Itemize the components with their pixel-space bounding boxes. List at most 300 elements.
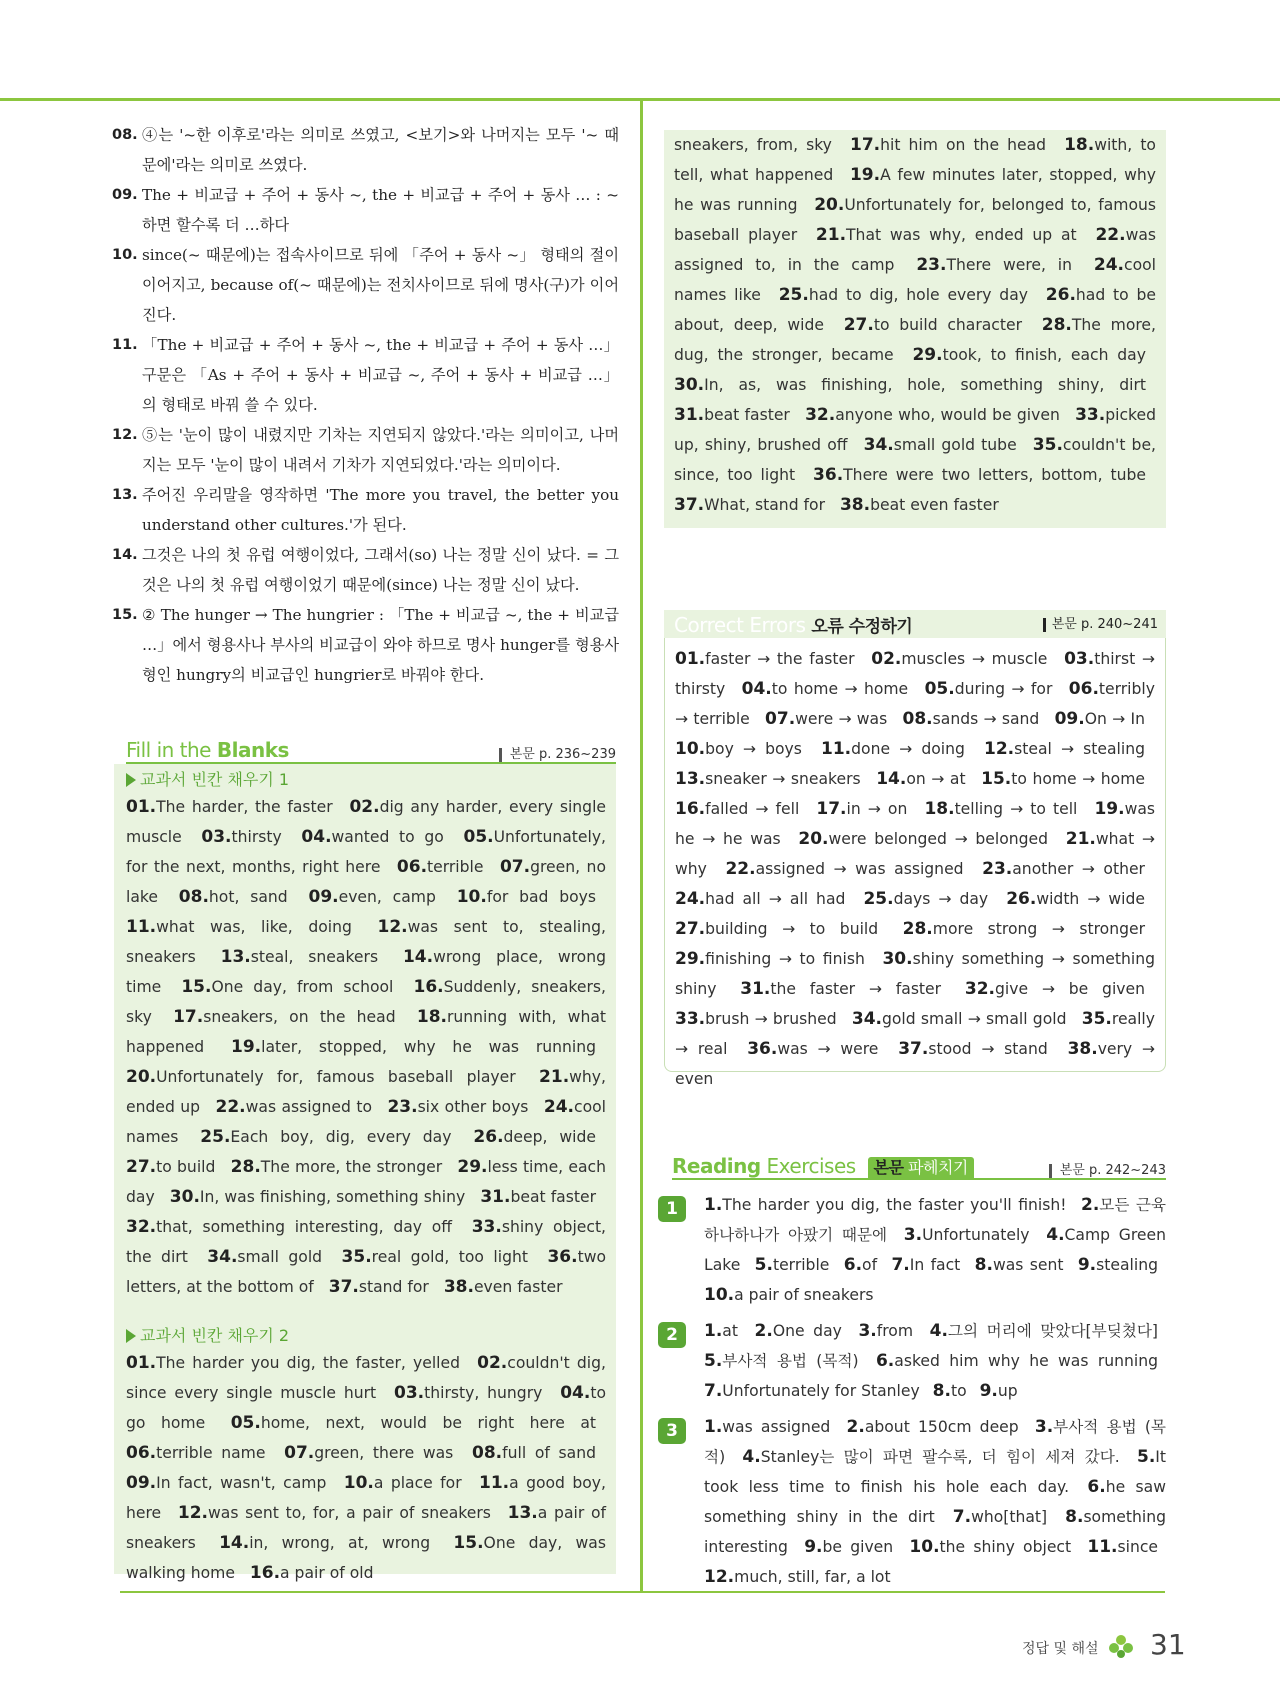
answer-item: [126, 1158, 215, 1176]
answer-number: 01.: [675, 649, 706, 669]
answer-number: 37.: [328, 1277, 359, 1297]
answer-text: In, was finishing, something shiny: [199, 1188, 466, 1206]
correct-errors-ref: 본문 p. 240~241: [1043, 618, 1158, 632]
answer-number: 7.: [952, 1507, 972, 1527]
answer-item: [903, 710, 1040, 728]
answer-text: 그의 머리에 맞았다[부딪쳤다]: [947, 1322, 1158, 1340]
answer-number: 05.: [924, 679, 955, 699]
answer-item: [850, 136, 1046, 154]
answer-item: [840, 496, 999, 514]
answer-item: [858, 1322, 913, 1340]
answer-number: 36.: [747, 1039, 778, 1059]
answer-number: 31.: [674, 405, 705, 425]
answer-item: [675, 800, 799, 818]
answer-item: [847, 1418, 1019, 1436]
fill-blanks-ref: 본문 p. 236~239: [499, 748, 616, 762]
answer-text: The harder you dig, the faster, yelled: [156, 1354, 460, 1372]
answer-number: 06.: [396, 857, 428, 877]
explanation-number: 09.: [112, 187, 138, 203]
answer-number: 7.: [704, 1381, 723, 1401]
answer-text: be given: [822, 1538, 894, 1556]
answer-number: 04.: [560, 1383, 591, 1403]
answer-text: falled → fell: [705, 800, 800, 818]
answer-number: 02.: [871, 649, 902, 669]
answer-text: what → why: [675, 830, 1155, 878]
answer-text: for bad boys: [486, 888, 597, 906]
answer-item: [704, 1382, 920, 1400]
answer-item: [126, 1218, 452, 1236]
answer-text: from: [876, 1322, 914, 1340]
answer-number: 02.: [477, 1353, 508, 1373]
answer-text: were → was: [795, 710, 888, 728]
answer-number: 16.: [675, 799, 706, 819]
reading-answers: [674, 1316, 1166, 1406]
answer-number: 20.: [814, 195, 845, 215]
answer-text: sneaker → sneakers: [705, 770, 861, 788]
reading-answers: [674, 1190, 1166, 1310]
answer-text: were belonged → belonged: [828, 830, 1049, 848]
answer-text: terrible: [772, 1256, 830, 1274]
answer-number: 11.: [479, 1473, 510, 1493]
answer-text: faster → the faster: [705, 650, 855, 668]
answer-item: [480, 1188, 596, 1206]
answer-number: 2.: [846, 1417, 865, 1437]
answer-number: 37.: [898, 1039, 929, 1059]
answer-number: 10.: [675, 739, 706, 759]
answer-number: 11.: [1087, 1537, 1118, 1557]
answer-number: 8.: [1065, 1507, 1084, 1527]
answer-item: [674, 496, 825, 514]
answer-item: [1006, 890, 1145, 908]
answer-item: [863, 890, 988, 908]
answer-text: That was why, ended up at: [846, 226, 1077, 244]
answer-number: 4.: [742, 1447, 761, 1467]
answer-number: 08.: [902, 709, 933, 729]
answer-number: 29.: [457, 1157, 488, 1177]
answer-text: One day, was walking home: [126, 1534, 606, 1582]
answer-text: terrible: [427, 858, 484, 876]
answer-text: A few minutes later, stopped, why he was running: [674, 166, 1156, 214]
answer-text: in → on: [846, 800, 908, 818]
answer-number: 03.: [1064, 649, 1095, 669]
answer-text: steal, sneakers: [250, 948, 379, 966]
answer-item: [394, 1384, 542, 1402]
answer-item: [181, 978, 393, 996]
answer-text: Unfortunately: [922, 1226, 1030, 1244]
answer-item: [457, 888, 596, 906]
answer-item: [170, 1188, 465, 1206]
answer-number: 15.: [181, 977, 212, 997]
answer-text: a pair of sneakers: [126, 1504, 607, 1552]
answer-number: 23.: [387, 1097, 418, 1117]
answer-number: 10.: [343, 1473, 374, 1493]
answer-item: [876, 770, 965, 788]
answer-number: 4.: [1046, 1225, 1065, 1245]
answer-item: [179, 888, 288, 906]
answer-text: thirst → thirsty: [675, 650, 1155, 698]
answer-item: [675, 1010, 837, 1028]
answer-text: was assigned to: [245, 1098, 372, 1116]
answer-number: 17.: [816, 799, 847, 819]
answer-number: 30.: [882, 949, 913, 969]
answer-text: to build: [156, 1158, 216, 1176]
correct-errors-title: Correct Errors 오류 수정하기: [674, 613, 913, 637]
explanation-item: [112, 180, 619, 240]
answer-number: 38.: [839, 495, 871, 515]
answer-item: [126, 1444, 265, 1462]
answer-item: [982, 860, 1145, 878]
answer-text: The harder you dig, the faster you'll finish!: [722, 1196, 1067, 1214]
answer-item: [852, 1010, 1067, 1028]
reading-exercises: [664, 1190, 1166, 1598]
answer-item: [704, 1286, 874, 1304]
answer-text: It took less time to finish his hole each day.: [704, 1448, 1166, 1496]
answer-number: 10.: [909, 1537, 940, 1557]
answer-number: 26.: [1006, 889, 1037, 909]
answer-text: had all → all had: [705, 890, 846, 908]
part2-answers: [126, 1348, 606, 1588]
answer-text: Suddenly, sneakers, sky: [126, 978, 606, 1026]
answer-number: 20.: [798, 829, 829, 849]
answer-text: done → doing: [851, 740, 965, 758]
explanation-item: [112, 600, 619, 690]
answer-text: what was, like, doing: [156, 918, 352, 936]
answer-item: [755, 1322, 842, 1340]
answer-item: [675, 740, 802, 758]
answer-text: give → be given: [995, 980, 1145, 998]
answer-text: really → real: [675, 1010, 1155, 1058]
answer-item: [675, 770, 861, 788]
explanation-text: 그것은 나의 첫 유럽 여행이었다, 그래서(so) 나는 정말 신이 났다. = 그것은 나의 첫 유럽 여행이었기 때문에(since) 나는 정말 신이 났다.: [142, 546, 619, 594]
answer-item: [704, 1418, 830, 1436]
answer-text: terrible name: [156, 1444, 266, 1462]
answer-number: 06.: [126, 1443, 157, 1463]
answer-item: [798, 830, 1048, 848]
answer-text: Unfortunately for, famous baseball player: [156, 1068, 516, 1086]
answer-number: 05.: [463, 827, 494, 847]
answer-text: took, to finish, each day: [942, 346, 1146, 364]
answer-number: 9.: [804, 1537, 823, 1557]
answer-item: [871, 650, 1047, 668]
answer-item: [173, 1008, 396, 1026]
answer-text: cool names: [126, 1098, 606, 1146]
answer-text: anyone who, would be given: [835, 406, 1060, 424]
explanation-number: 13.: [112, 487, 138, 503]
answer-item: [981, 770, 1145, 788]
part2-heading: 교과서 빈칸 채우기 2: [126, 1324, 606, 1348]
explanation-number: 08.: [112, 127, 138, 143]
reading-group: [664, 1316, 1166, 1406]
answer-item: [674, 376, 1146, 394]
answer-text: two letters, at the bottom of: [126, 1248, 606, 1296]
answer-text: to home → home: [771, 680, 909, 698]
answer-text: days → day: [893, 890, 989, 908]
answer-item: [742, 1448, 1119, 1466]
answer-number: 22.: [1095, 225, 1126, 245]
answer-item: [916, 256, 1072, 274]
answer-number: 5.: [754, 1255, 773, 1275]
answer-text: small gold: [237, 1248, 323, 1266]
explanation-number: 12.: [112, 427, 138, 443]
answer-item: [342, 1248, 528, 1266]
answer-text: a pair of old: [280, 1564, 374, 1582]
answer-text: stealing: [1096, 1256, 1158, 1274]
explanation-text: 주어진 우리말을 영작하면 'The more you travel, the better you understand other cultures.'가 된다.: [142, 486, 619, 534]
answer-number: 18.: [1064, 135, 1095, 155]
answer-text: to build character: [873, 316, 1023, 334]
part2-answers-continued: [674, 130, 1156, 520]
answer-item: [473, 1128, 596, 1146]
answer-text: running with, what happened: [126, 1008, 606, 1056]
answer-text: boy → boys: [705, 740, 802, 758]
answer-text: gold small → small gold: [881, 1010, 1067, 1028]
answer-text: terribly → terrible: [675, 680, 1155, 728]
answer-text: another → other: [1012, 860, 1145, 878]
answer-text: was he → he was: [675, 800, 1155, 848]
answer-number: 01.: [126, 797, 157, 817]
answer-number: 11.: [126, 917, 157, 937]
answer-item: [126, 1354, 460, 1372]
answer-item: [925, 680, 1053, 698]
answer-number: 2.: [754, 1321, 773, 1341]
answer-number: 14.: [876, 769, 907, 789]
answer-number: 8.: [974, 1255, 993, 1275]
answer-text: Unfortunately for, belonged to, famous baseball player: [674, 196, 1157, 244]
answer-number: 24.: [675, 889, 706, 909]
answer-item: [747, 1040, 878, 1058]
answer-number: 12.: [177, 1503, 209, 1523]
answer-item: [1055, 710, 1145, 728]
answer-item: [675, 950, 865, 968]
answer-text: during → for: [954, 680, 1053, 698]
correct-errors-box: [664, 638, 1166, 1088]
answer-number: 25.: [200, 1127, 231, 1147]
answer-item: [740, 980, 941, 998]
answer-number: 07.: [284, 1443, 315, 1463]
answer-number: 28.: [902, 919, 933, 939]
answer-text: In, as, was finishing, hole, something shiny, dirt: [704, 376, 1146, 394]
answer-number: 9.: [979, 1381, 998, 1401]
answer-text: picked up, shiny, brushed off: [674, 406, 1156, 454]
answer-text: stand for: [358, 1278, 429, 1296]
answer-text: Unfortunately, for the next, months, right here: [126, 828, 607, 876]
answer-text: was sent to, for, a pair of sneakers: [208, 1504, 491, 1522]
answer-text: assigned → was assigned: [755, 860, 964, 878]
answer-number: 29.: [675, 949, 706, 969]
answer-number: 36.: [547, 1247, 578, 1267]
answer-number: 05.: [230, 1413, 261, 1433]
answer-number: 17.: [849, 135, 881, 155]
answer-item: [904, 1226, 1030, 1244]
explanation-number: 11.: [112, 337, 138, 353]
answer-item: [216, 1098, 372, 1116]
answer-item: [126, 798, 333, 816]
answer-item: [876, 1352, 1158, 1370]
answer-item: [674, 406, 790, 424]
answer-number: 30.: [169, 1187, 200, 1207]
answer-item: [704, 1322, 738, 1340]
answer-item: [805, 406, 1060, 424]
answer-number: 3.: [858, 1321, 877, 1341]
answer-item: [975, 1256, 1064, 1274]
answer-number: 32.: [964, 979, 995, 999]
answer-number: 10.: [456, 887, 487, 907]
answer-text: couldn't be, since, too light: [674, 436, 1156, 484]
answer-number: 6.: [843, 1255, 863, 1275]
answer-text: more strong → stronger: [932, 920, 1145, 938]
explanation-item: [112, 240, 619, 330]
answer-number: 31.: [480, 1187, 511, 1207]
answer-item: [821, 740, 965, 758]
answer-number: 1.: [704, 1195, 723, 1215]
answer-number: 7.: [891, 1255, 910, 1275]
answer-number: 38.: [443, 1277, 474, 1297]
answer-item: [201, 828, 281, 846]
answer-number: 06.: [1068, 679, 1099, 699]
answer-text: cool names like: [674, 256, 1156, 304]
answer-text: of: [862, 1256, 878, 1274]
answer-text: was sent: [992, 1256, 1064, 1274]
explanation-item: [112, 330, 619, 420]
answer-item: [674, 136, 832, 154]
answer-number: 31.: [740, 979, 771, 999]
reading-group: [664, 1190, 1166, 1310]
fill-blanks-header: [126, 738, 616, 764]
answer-item: [924, 800, 1077, 818]
answer-text: muscles → muscle: [901, 650, 1048, 668]
fill-blanks-continued-panel: [664, 130, 1166, 528]
answer-number: 32.: [126, 1217, 157, 1237]
explanation-number: 15.: [112, 607, 138, 623]
answer-number: 24.: [1093, 255, 1124, 275]
answer-text: thirsty, hungry: [424, 1384, 543, 1402]
answer-number: 12.: [984, 739, 1015, 759]
answer-text: sands → sand: [932, 710, 1040, 728]
answer-number: 12.: [704, 1567, 735, 1587]
answer-number: 1.: [704, 1417, 723, 1437]
answer-text: dig any harder, every single muscle: [126, 798, 606, 846]
answer-number: 13.: [220, 947, 251, 967]
answer-item: [1078, 1256, 1158, 1274]
answer-number: 02.: [349, 797, 380, 817]
answer-text: something interesting: [704, 1508, 1166, 1556]
answer-item: [864, 436, 1017, 454]
answer-item: [126, 1068, 516, 1086]
answer-text: was → were: [777, 1040, 879, 1058]
answer-number: 08.: [471, 1443, 503, 1463]
explanations-list: [112, 120, 619, 690]
answer-number: 4.: [929, 1321, 948, 1341]
answer-number: 6.: [1087, 1477, 1106, 1497]
answer-number: 21.: [815, 225, 847, 245]
answer-text: that, something interesting, day off: [156, 1218, 452, 1236]
answer-item: [909, 1538, 1071, 1556]
answer-number: 04.: [741, 679, 772, 699]
fill-blanks-panel: [114, 764, 616, 1583]
answer-text: even faster: [473, 1278, 563, 1296]
answer-text: shiny something → something shiny: [675, 950, 1156, 998]
answer-item: [844, 1256, 877, 1274]
answer-text: why, ended up: [126, 1068, 606, 1116]
answer-number: 23.: [916, 255, 947, 275]
answer-item: [930, 1322, 1158, 1340]
answer-item: [387, 1098, 528, 1116]
answer-item: [953, 1508, 1047, 1526]
explanation-text: since(~ 때문에)는 접속사이므로 뒤에 「주어 + 동사 ~」 형태의 절이 이어지고, because of(~ 때문에)는 전치사이므로 뒤에 명사(구)가 이어진다.: [142, 246, 619, 324]
answer-text: a pair of sneakers: [734, 1286, 874, 1304]
answer-text: telling → to tell: [954, 800, 1078, 818]
answer-number: 32.: [805, 405, 836, 425]
answer-item: [765, 710, 887, 728]
answer-number: 16.: [249, 1563, 281, 1583]
answer-number: 1.: [704, 1321, 723, 1341]
answer-number: 09.: [126, 1473, 157, 1493]
answer-text: later, stopped, why he was running: [261, 1038, 596, 1056]
answer-item: [344, 1474, 462, 1492]
answer-number: 9.: [1077, 1255, 1097, 1275]
answer-item: [126, 918, 352, 936]
answer-item: [804, 1538, 893, 1556]
answer-item: [912, 346, 1146, 364]
answer-number: 34.: [851, 1009, 882, 1029]
answer-number: 22.: [725, 859, 756, 879]
answer-number: 37.: [674, 495, 705, 515]
answer-number: 09.: [308, 887, 339, 907]
explanation-item: [112, 540, 619, 600]
answer-number: 13.: [675, 769, 706, 789]
answer-number: 12.: [377, 917, 408, 937]
answer-number: 35.: [1032, 435, 1063, 455]
answer-text: The harder, the faster: [156, 798, 333, 816]
reading-ref: 본문 p. 242~243: [1049, 1164, 1166, 1178]
answer-item: [301, 828, 443, 846]
answer-text: wrong place, wrong time: [126, 948, 606, 996]
answer-item: [178, 1504, 491, 1522]
explanation-text: 「The + 비교급 + 주어 + 동사 ~, the + 비교급 + 주어 + 동사 …」 구문은 「As + 주어 + 동사 + 비교급 ~, 주어 + 동사 + 비교급 …」의 형태로 바꿔 쓸 수 있다.: [142, 336, 619, 414]
explanation-item: [112, 480, 619, 540]
reading-header: [672, 1154, 1166, 1180]
answer-number: 27.: [843, 315, 874, 335]
answer-number: 35.: [341, 1247, 372, 1267]
answer-number: 33.: [1075, 405, 1106, 425]
answer-text: steal → stealing: [1014, 740, 1145, 758]
answer-text: had to dig, hole every day: [808, 286, 1028, 304]
answer-number: 38.: [1067, 1039, 1098, 1059]
answer-text: a good boy, here: [126, 1474, 606, 1522]
answer-text: One day: [772, 1322, 842, 1340]
answer-text: sneakers, from, sky: [674, 136, 832, 154]
answer-number: 01.: [126, 1353, 157, 1373]
answer-item: [816, 226, 1077, 244]
answer-text: There were two letters, bottom, tube: [843, 466, 1146, 484]
answer-text: small gold tube: [893, 436, 1017, 454]
answer-number: 14.: [402, 947, 434, 967]
explanation-number: 14.: [112, 547, 138, 563]
answer-item: [891, 1256, 960, 1274]
answer-number: 18.: [924, 799, 955, 819]
answer-text: width → wide: [1036, 890, 1145, 908]
answer-number: 26.: [1045, 285, 1076, 305]
answer-item: [742, 680, 909, 698]
answer-number: 21.: [1065, 829, 1096, 849]
answer-number: 11.: [821, 739, 852, 759]
answer-number: 29.: [912, 345, 943, 365]
answer-number: 10.: [704, 1285, 735, 1305]
answer-text: Each boy, dig, every day: [230, 1128, 452, 1146]
answer-number: 19.: [849, 165, 881, 185]
correct-errors-answers: [675, 644, 1155, 1094]
answer-number: 04.: [301, 827, 332, 847]
